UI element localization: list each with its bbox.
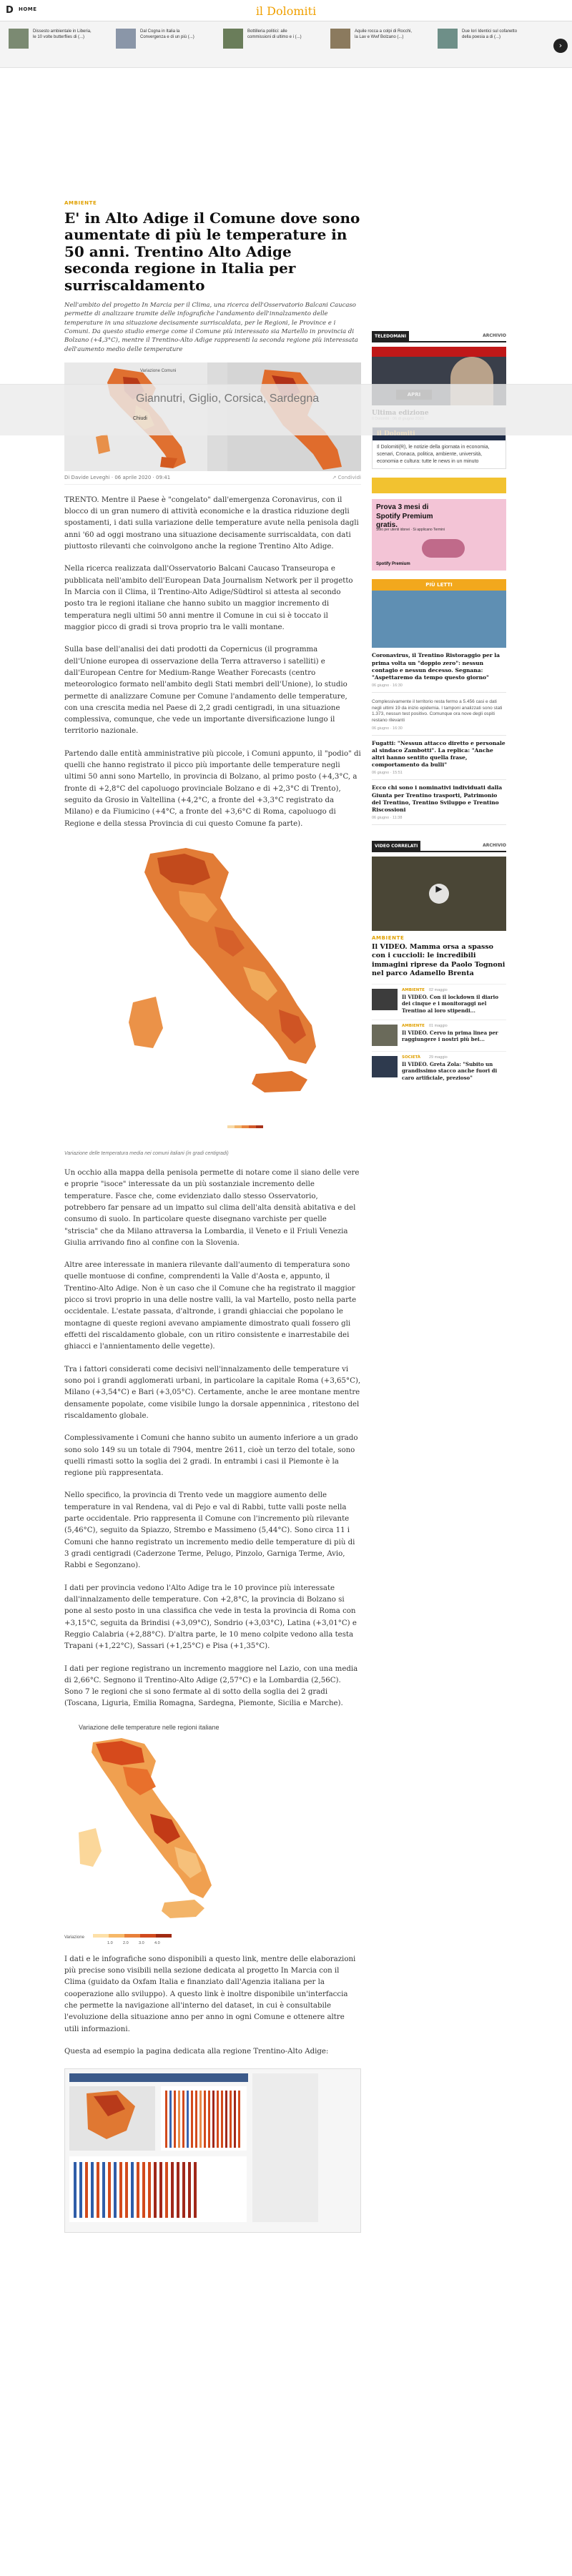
top-bar <box>0 0 572 21</box>
video-item-tag: SOCIETÀ <box>402 1055 421 1060</box>
video-item[interactable] <box>372 984 506 1020</box>
overlay-close[interactable]: Chiudi <box>133 416 147 421</box>
strip-thumb <box>116 29 136 49</box>
map2-title: Variazione delle temperature nelle regioni italiane <box>79 1723 220 1731</box>
legend-tick: 3.0 <box>139 1940 144 1944</box>
spotify-ad-text: Prova 3 mesi di Spotify Premium gratis. <box>376 503 433 530</box>
video-thumb <box>372 989 398 1010</box>
video-item-title: Il VIDEO. Greta Zola: "Subito un grandissimo stacco anche fuori di caro artificiale, prezioso" <box>402 1061 498 1081</box>
regional-map-graphic <box>64 1721 361 1944</box>
video-archive-link[interactable]: ARCHIVIO <box>483 842 506 848</box>
video-thumb <box>372 1056 398 1077</box>
video-item-date: 01 maggio <box>429 1024 448 1029</box>
most-read-title: Coronavirus, il Trentino Ristoraggio per la prima volta un "doppio zero": nessun contagio e nessun decesso. Segnana: "Aspettaremo da tempo questo giorno" <box>372 652 500 681</box>
news-strip <box>0 21 572 68</box>
site-logo[interactable]: il Dolomiti <box>255 4 317 18</box>
video-section[interactable]: AMBIENTE <box>372 934 405 941</box>
strip-thumb <box>438 29 458 49</box>
video-item-date: 29 maggio <box>429 1055 448 1060</box>
most-read-date: 06 giugno · 16:30 <box>372 726 403 731</box>
paragraph: Sulla base dell'analisi dei dati prodotti da Copernicus (il programma dell'Unione europea di osservazione della Terra attraverso i satelliti) e dall'European Centre for Medium-Range Weather Forecasts (centro meteorologico formato nell'ambito degli Stati membri dell'Unione), lo studio permette di analizzare Comune per Comune l'andamento delle temperature, con una crescita media nel Paese di 2,2 gradi centigradi, in una situazione complessiva, comunque, che vede un importante diversificazione lungo il territorio nazionale. <box>64 646 347 736</box>
dataset-screenshot-graphic <box>65 2069 322 2228</box>
hero-caption: Variazione Comuni <box>140 368 177 373</box>
map1-caption: Variazione delle temperatura media nei comuni italiani (in gradi centigradi) <box>64 1150 229 1156</box>
sidebar <box>372 331 506 1085</box>
most-read-title: Complessivamente il territorio resta fermo a 5.456 casi e dati negli ultimi 19 da inizio epidemia. I tamponi analizzati sono stati 1.373, nessun test positivo. Comunque ora nove degli ospiti restano rilevanti <box>372 699 503 724</box>
paragraph: Un occhio alla mappa della penisola permette di notare come il siano delle vere e proprie "isoce" interessate da un più sostanziale incremento delle temperature. Fasce che, come evidenziato dallo stesso Osservatorio, potrebbero far pensare ad un impatto sul clima dell'alta densità abitativa e del consumo di suolo. In particolare queste disegnano varchiste per quelle "striscia" che da Milano attraversa la Lombardia, il Veneto e il Friuli Venezia Giulia arrivando fino al confine con la Slovenia. <box>64 1168 360 1247</box>
article-body <box>64 495 361 2233</box>
strip-card[interactable] <box>223 27 309 63</box>
video-player[interactable] <box>372 857 506 931</box>
video-item-tag: AMBIENTE <box>402 1024 425 1029</box>
dataset-screenshot[interactable] <box>64 2068 361 2233</box>
article-title: E' in Alto Adige il Comune dove sono aumentate di più le temperature in 50 anni. Trentino Alto Adige seconda regione in Italia per surriscaldamento <box>64 209 360 294</box>
most-read-date: 06 giugno · 16:30 <box>372 683 403 688</box>
strip-card[interactable] <box>116 27 202 63</box>
strip-text: Aquile rocca a colpi di Rocchi, la Lav e Wwf Bolzano (...) <box>355 29 413 40</box>
byline <box>64 475 361 485</box>
paragraph: Complessivamente i Comuni che hanno subito un aumento inferiore a un grado sono solo 149 su un totale di 7904, mentre 2611, cioè un terzo del totale, sono quelli rimasti sotto la soglia dei 2 gradi. In entrambi i casi il Piemonte è la regione più rappresentata. <box>64 1434 358 1478</box>
strip-text: Dissesto ambientale in Liberia, le 10 volte butterflies di (...) <box>33 29 92 40</box>
strip-card[interactable] <box>9 27 94 63</box>
brand-mark[interactable]: D <box>6 5 14 16</box>
most-read-item[interactable] <box>372 736 506 781</box>
spotify-ad[interactable] <box>372 499 506 571</box>
strip-thumb <box>223 29 243 49</box>
article-lead: Nell'ambito del progetto In Marcia per il Clima, una ricerca dell'Osservatorio Balcani Caucaso permette di analizzare tramite delle infografiche l'andamento dell'innalzamento delle temperature in una situazione decisamente surriscaldata, per le Regioni, le Province e i Comuni. Da questo studio emerge come il Comune più interessato sia Martello in provincia di Bolzano (+4,3°C), mentre il Trentino-Alto Adige rappresenti la seconda regione più interessata dell'aumento medio delle temperature <box>64 301 358 353</box>
most-read-image[interactable] <box>372 591 506 648</box>
video-thumb <box>372 1025 398 1046</box>
legend-tick: 4.0 <box>154 1940 160 1944</box>
video-tag[interactable]: VIDEO CORRELATI <box>372 841 420 851</box>
strip-text: Bottilleria politici: alle commissioni di ultimo e i (...) <box>247 29 302 40</box>
municipal-map-graphic <box>64 841 361 1148</box>
video-item-tag: AMBIENTE <box>402 988 425 993</box>
strip-text: Due lori Identici sul cofanetto della poesia a di (...) <box>462 29 518 40</box>
spotify-ad-brand: Spotify Premium <box>376 562 410 567</box>
video-header <box>372 841 506 852</box>
video-title[interactable]: Il VIDEO. Mamma orsa a spasso con i cuccioli: le incredibili immagini riprese da Paolo Tognoni nel parco Adamello Brenta <box>372 942 506 977</box>
paragraph: Questa ad esempio la pagina dedicata alla regione Trentino-Alto Adige: <box>64 2047 329 2056</box>
most-read-item[interactable] <box>372 648 506 693</box>
regional-map <box>64 1721 361 1944</box>
paragraph: I dati e le infografiche sono disponibili a questo link, mentre delle elaborazioni più precise sono visibili nella sezione dedicata al progetto In Marcia con il Clima (guidato da Oxfam Italia e finanziato dall'Agenzia italiana per la cooperazione allo sviluppo). A questo link è inoltre disponibile un'interfaccia che permette la navigazione all'interno del dataset, in cui è consultabile l'evoluzione della situazione anno per anno in ogni Comune e ottenere altre utili informazioni. <box>64 1955 356 2033</box>
archive-link[interactable]: ARCHIVIO <box>483 333 506 338</box>
most-read-title: Fugatti: "Nessun attacco diretto e personale al sindaco Zambotti". La replica: "Anche altri hanno sentito quella frase, comportamento da bulli" <box>372 739 506 769</box>
most-read-date: 06 giugno · 11:38 <box>372 815 403 820</box>
most-read-header: PIÙ LETTI <box>372 579 506 591</box>
video-item-title: Il VIDEO. Cervo in prima linea per raggiungere i nostri più bei... <box>402 1030 498 1043</box>
legend-tick: 1.0 <box>107 1940 113 1944</box>
article-section[interactable]: AMBIENTE <box>64 200 97 206</box>
paragraph: TRENTO. Mentre il Paese è "congelato" dall'emergenza Coronavirus, con il blocco di un gran numero di attività economiche e la drastica riduzione degli spostamenti, i dati sulla variazione delle temperature avute nella penisola dagli anni '60 ad oggi mostrano una situazione decisamente surriscaldata, con dati piuttosto rilevanti che coinvolgono anche la regione Trentino Alto Adige. <box>64 495 359 551</box>
strip-text: Dal Cogna in Italia la Convergenza e di un più (...) <box>140 29 194 40</box>
paragraph: Partendo dalle entità amministrative più piccole, i Comuni appunto, il "podio" di quelli che hanno registrato il picco più importante delle temperature negli ultimi 50 anni sono Martello, in provincia di Bolzano, al primo posto (+4,3°C, a fronte di +2,8°C del capoluogo provinciale Bolzano e di +2,3°C di Trento), seguito da Grosio in Valtellina (+4,2°C, a fronte del +3,3°C registrato da Milano) e da Fiumicino (+4°C, a fronte del +3,6°C di Roma, capoluogo di Regione e della stessa Provincia di cui questo Comune fa parte). <box>64 749 361 828</box>
paragraph: Nello specifico, la provincia di Trento vede un maggiore aumento delle temperature in val Rendena, val di Pejo e val di Rabbi, tutte valli poste nella parte occidentale. Prio rappresenta il Comune con l'incremento più rilevante (5,46°C), seguito da Spiazzo, Strembo e Massimeno (5,44°C). Sono circa 11 i Comuni che hanno registrato un incremento medio delle temperature di più di 3 gradi centigradi (Caderzone Terme, Pelugo, Pinzolo, Garniga Terme, Avio, Rabbi e Segonzano). <box>64 1491 355 1570</box>
home-link[interactable]: HOME <box>19 6 37 12</box>
play-icon[interactable]: ▶ <box>429 884 449 904</box>
strip-card[interactable] <box>438 27 523 63</box>
image-overlay-bar[interactable] <box>0 384 572 435</box>
paragraph: Nella ricerca realizzata dall'Osservatorio Balcani Caucaso Transeuropa e pubblicata nell'ambito dell'European Data Journalism Network per il progetto In Marcia con il Clima, il Trentino-Alto Adige/Südtirol si attesta al secondo posto tra le regioni italiane che hanno subito un maggior incremento di temperatura negli ultimi 50 anni mentre il Comune in cui si è toccato il maggior picco di gradi si trova proprio tra le valli montane. <box>64 565 353 631</box>
promo-bar[interactable] <box>372 478 506 493</box>
paragraph: I dati per provincia vedono l'Alto Adige tra le 10 province più interessate dall'innalzamento delle temperature. Con +2,8°C, la provincia di Bolzano si pone al sesto posto in una classifica che vede in testa la provincia di Roma con +3,15°C, seguita da Brindisi (+3,09°C), Sondrio (+3,03°C), Latina (+3,01°C) e Reggio Calabria (+2,88°C). D'altra parte, le 10 meno colpite vedono alla testa Trapani (+1,22°C), Sassari (+1,25°C) e Pisa (+1,35°C). <box>64 1584 357 1651</box>
video-item[interactable] <box>372 1020 506 1051</box>
overlay-query: Giannutri, Giglio, Corsica, Sardegna <box>136 393 320 405</box>
byline-text: Di Davide Leveghi · 06 aprile 2020 · 09:41 <box>64 474 171 480</box>
legend-tick: 2.0 <box>123 1940 129 1944</box>
video-item-date: 02 maggio <box>429 988 448 993</box>
sidebar-tag[interactable]: TELEDOMANI <box>372 331 409 341</box>
video-item[interactable] <box>372 1051 506 1085</box>
paragraph: Tra i fattori considerati come decisivi nell'innalzamento delle temperature vi sono poi i grandi agglomerati urbani, in particolare la capitale Roma (+3,65°C), Milano (+3,54°C) e Bari (+3,05°C). Certamente, anche le aree montane mentre densamente popolate, come visibile lungo la dorsale appenninica , ritestono del riscaldamento globale. <box>64 1365 361 1420</box>
video-item-title: Il VIDEO. Con il lockdown il diario dei cinque e i monitoraggi nel Trentino al loro stipendi... <box>402 994 498 1014</box>
most-read-item[interactable] <box>372 780 506 825</box>
sidebar-header <box>372 331 506 342</box>
municipal-map <box>64 841 361 1148</box>
strip-thumb <box>330 29 350 49</box>
most-read-title: Ecco chi sono i nominativi individuati dalla Giunta per Trentino trasporti, Patrimonio del Trentino, Trentino Sviluppo e Trentino Riscossioni <box>372 784 503 813</box>
share-button[interactable]: ↗ Condividi <box>332 474 361 480</box>
strip-next-arrow-icon[interactable]: › <box>553 39 568 53</box>
strip-card[interactable] <box>330 27 416 63</box>
dumbbell-graphic <box>422 539 465 558</box>
brand-box-text: Il Dolomiti(R), le notizie della giornata in economia, scenari, Cronaca, politica, ambiente, università, economia e cultura: tutte le news in un minuto <box>377 445 490 464</box>
paragraph: Altre aree interessate in maniera rilevante dall'aumento di temperatura sono quelle montuose di confine, comprendenti la Valle d'Aosta e, appunto, il Trentino-Alto Adige. Non è un caso che il Comune che ha registrato il maggior picco si trovi proprio in una delle nostre valli, la val Martello, posto nella parte occidentale. L'estate passata, d'altronde, i grandi ghiacciai che popolano le montagne di queste regioni avevano ampiamente dimostrato quali fossero gli effetti del riscaldamento globale, con un ritiro consistente e inarrestabile dei ghiacci e l'annientamento delle vegette). <box>64 1261 357 1351</box>
article <box>64 200 361 2233</box>
paragraph: I dati per regione registrano un incremento maggiore nel Lazio, con una media di 2,66°C. Segnono il Trentino-Alto Adige (2,57°C) e la Lombardia (2,56C). Sono 7 le regioni che si sono fermate al di sotto della soglia dei 2 gradi (Toscana, Liguria, Emilia Romagna, Sardegna, Piemonte, Sicilia e Marche). <box>64 1664 358 1708</box>
most-read-date: 06 giugno · 15:51 <box>372 771 403 776</box>
strip-thumb <box>9 29 29 49</box>
ad-banner-top <box>372 347 506 357</box>
spotify-ad-sub: Solo per utenti idonei · Si applicano Termini <box>376 528 445 533</box>
most-read-item[interactable] <box>372 693 506 736</box>
map2-legend-label: Variazione <box>64 1935 84 1940</box>
